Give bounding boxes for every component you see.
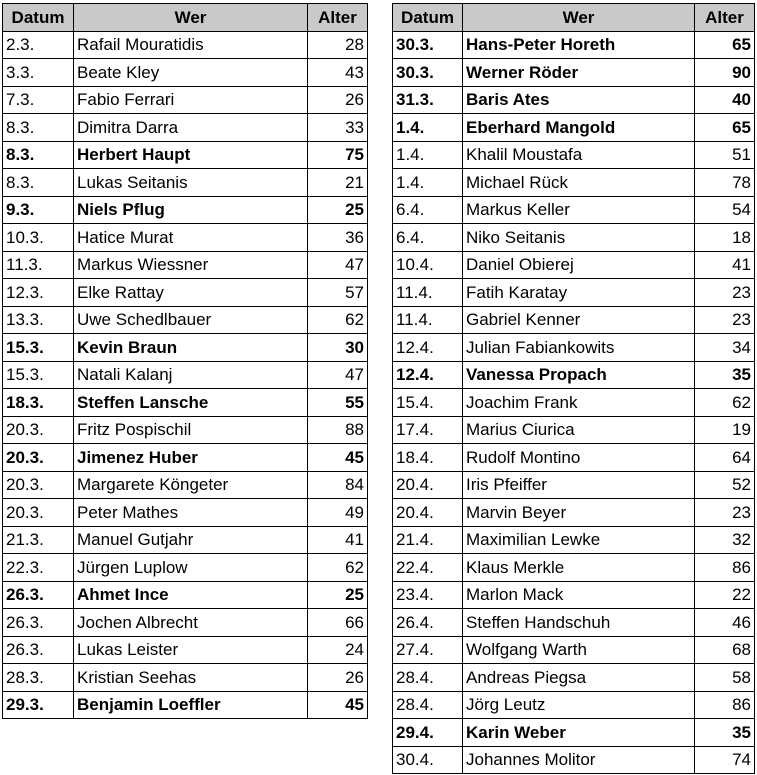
table-row bbox=[393, 31, 755, 59]
date-cell: 29.4. bbox=[393, 719, 463, 747]
table-row bbox=[3, 114, 368, 142]
date-cell: 20.3. bbox=[3, 444, 74, 472]
table-row bbox=[3, 86, 368, 114]
date-cell: 12.4. bbox=[393, 334, 463, 362]
name-cell: Rafail Mouratidis bbox=[74, 31, 308, 59]
date-cell: 20.4. bbox=[393, 471, 463, 499]
name-cell: Steffen Lansche bbox=[74, 389, 308, 417]
age-cell: 40 bbox=[695, 86, 755, 114]
date-cell: 13.3. bbox=[3, 306, 74, 334]
name-cell: Niko Seitanis bbox=[463, 224, 695, 252]
date-cell: 2.3. bbox=[3, 31, 74, 59]
age-cell: 55 bbox=[308, 389, 368, 417]
name-cell: Julian Fabiankowits bbox=[463, 334, 695, 362]
table-row bbox=[3, 334, 368, 362]
age-cell: 74 bbox=[695, 746, 755, 774]
date-cell: 22.4. bbox=[393, 554, 463, 582]
name-cell: Marvin Beyer bbox=[463, 499, 695, 527]
date-cell: 28.4. bbox=[393, 664, 463, 692]
name-cell: Elke Rattay bbox=[74, 279, 308, 307]
age-cell: 54 bbox=[695, 196, 755, 224]
date-cell: 20.3. bbox=[3, 416, 74, 444]
name-cell: Marius Ciurica bbox=[463, 416, 695, 444]
table-row bbox=[393, 664, 755, 692]
age-cell: 21 bbox=[308, 169, 368, 197]
table-row bbox=[393, 114, 755, 142]
date-cell: 21.4. bbox=[393, 526, 463, 554]
table-row bbox=[3, 306, 368, 334]
age-cell: 88 bbox=[308, 416, 368, 444]
age-cell: 65 bbox=[695, 31, 755, 59]
table-row bbox=[393, 334, 755, 362]
date-cell: 20.3. bbox=[3, 499, 74, 527]
name-cell: Wolfgang Warth bbox=[463, 636, 695, 664]
table-row bbox=[393, 416, 755, 444]
name-cell: Margarete Köngeter bbox=[74, 471, 308, 499]
name-cell: Fatih Karatay bbox=[463, 279, 695, 307]
header-alter: Alter bbox=[695, 4, 755, 32]
birthday-table-right bbox=[392, 3, 755, 774]
name-cell: Vanessa Propach bbox=[463, 361, 695, 389]
name-cell: Kevin Braun bbox=[74, 334, 308, 362]
table-row bbox=[3, 581, 368, 609]
date-cell: 6.4. bbox=[393, 224, 463, 252]
age-cell: 35 bbox=[695, 719, 755, 747]
date-cell: 11.4. bbox=[393, 279, 463, 307]
table-row bbox=[393, 719, 755, 747]
age-cell: 41 bbox=[695, 251, 755, 279]
birthday-table-left bbox=[2, 3, 368, 719]
age-cell: 25 bbox=[308, 196, 368, 224]
table-row bbox=[3, 609, 368, 637]
date-cell: 30.3. bbox=[393, 59, 463, 87]
table-row bbox=[393, 554, 755, 582]
date-cell: 28.4. bbox=[393, 691, 463, 719]
table-row bbox=[393, 691, 755, 719]
table-row bbox=[393, 196, 755, 224]
name-cell: Eberhard Mangold bbox=[463, 114, 695, 142]
header-wer: Wer bbox=[74, 4, 308, 32]
date-cell: 9.3. bbox=[3, 196, 74, 224]
name-cell: Beate Kley bbox=[74, 59, 308, 87]
date-cell: 18.4. bbox=[393, 444, 463, 472]
name-cell: Khalil Moustafa bbox=[463, 141, 695, 169]
table-row bbox=[3, 664, 368, 692]
date-cell: 22.3. bbox=[3, 554, 74, 582]
date-cell: 21.3. bbox=[3, 526, 74, 554]
age-cell: 62 bbox=[695, 389, 755, 417]
age-cell: 22 bbox=[695, 581, 755, 609]
table-row bbox=[3, 224, 368, 252]
table-row bbox=[393, 59, 755, 87]
name-cell: Kristian Seehas bbox=[74, 664, 308, 692]
table-row bbox=[393, 224, 755, 252]
date-cell: 8.3. bbox=[3, 169, 74, 197]
table-row bbox=[3, 416, 368, 444]
age-cell: 32 bbox=[695, 526, 755, 554]
name-cell: Benjamin Loeffler bbox=[74, 691, 308, 719]
age-cell: 36 bbox=[308, 224, 368, 252]
header-wer: Wer bbox=[463, 4, 695, 32]
name-cell: Gabriel Kenner bbox=[463, 306, 695, 334]
age-cell: 52 bbox=[695, 471, 755, 499]
table-row bbox=[393, 251, 755, 279]
age-cell: 26 bbox=[308, 664, 368, 692]
table-row bbox=[393, 389, 755, 417]
age-cell: 86 bbox=[695, 691, 755, 719]
header-alter: Alter bbox=[308, 4, 368, 32]
age-cell: 62 bbox=[308, 306, 368, 334]
date-cell: 23.4. bbox=[393, 581, 463, 609]
name-cell: Marlon Mack bbox=[463, 581, 695, 609]
name-cell: Lukas Seitanis bbox=[74, 169, 308, 197]
age-cell: 24 bbox=[308, 636, 368, 664]
date-cell: 15.3. bbox=[3, 361, 74, 389]
date-cell: 8.3. bbox=[3, 141, 74, 169]
name-cell: Rudolf Montino bbox=[463, 444, 695, 472]
age-cell: 33 bbox=[308, 114, 368, 142]
name-cell: Herbert Haupt bbox=[74, 141, 308, 169]
table-row bbox=[3, 526, 368, 554]
age-cell: 90 bbox=[695, 59, 755, 87]
table-row bbox=[3, 444, 368, 472]
name-cell: Natali Kalanj bbox=[74, 361, 308, 389]
date-cell: 28.3. bbox=[3, 664, 74, 692]
name-cell: Ahmet Ince bbox=[74, 581, 308, 609]
date-cell: 26.4. bbox=[393, 609, 463, 637]
date-cell: 11.4. bbox=[393, 306, 463, 334]
date-cell: 10.3. bbox=[3, 224, 74, 252]
table-row bbox=[393, 444, 755, 472]
header-datum: Datum bbox=[393, 4, 463, 32]
table-row bbox=[3, 59, 368, 87]
table-row bbox=[3, 169, 368, 197]
table-row bbox=[3, 389, 368, 417]
age-cell: 57 bbox=[308, 279, 368, 307]
header-row bbox=[393, 4, 755, 32]
age-cell: 58 bbox=[695, 664, 755, 692]
age-cell: 64 bbox=[695, 444, 755, 472]
name-cell: Jimenez Huber bbox=[74, 444, 308, 472]
name-cell: Fritz Pospischil bbox=[74, 416, 308, 444]
name-cell: Werner Röder bbox=[463, 59, 695, 87]
name-cell: Jochen Albrecht bbox=[74, 609, 308, 637]
date-cell: 10.4. bbox=[393, 251, 463, 279]
date-cell: 11.3. bbox=[3, 251, 74, 279]
table-row bbox=[3, 31, 368, 59]
age-cell: 68 bbox=[695, 636, 755, 664]
age-cell: 86 bbox=[695, 554, 755, 582]
age-cell: 47 bbox=[308, 361, 368, 389]
name-cell: Iris Pfeiffer bbox=[463, 471, 695, 499]
table-row bbox=[393, 279, 755, 307]
date-cell: 12.3. bbox=[3, 279, 74, 307]
date-cell: 18.3. bbox=[3, 389, 74, 417]
name-cell: Maximilian Lewke bbox=[463, 526, 695, 554]
table-row bbox=[3, 554, 368, 582]
table-row bbox=[393, 609, 755, 637]
age-cell: 49 bbox=[308, 499, 368, 527]
header-datum: Datum bbox=[3, 4, 74, 32]
age-cell: 26 bbox=[308, 86, 368, 114]
date-cell: 1.4. bbox=[393, 114, 463, 142]
table-row bbox=[393, 499, 755, 527]
name-cell: Michael Rück bbox=[463, 169, 695, 197]
name-cell: Jürgen Luplow bbox=[74, 554, 308, 582]
date-cell: 1.4. bbox=[393, 169, 463, 197]
age-cell: 66 bbox=[308, 609, 368, 637]
name-cell: Fabio Ferrari bbox=[74, 86, 308, 114]
date-cell: 30.3. bbox=[393, 31, 463, 59]
age-cell: 43 bbox=[308, 59, 368, 87]
name-cell: Hatice Murat bbox=[74, 224, 308, 252]
date-cell: 1.4. bbox=[393, 141, 463, 169]
table-row bbox=[393, 526, 755, 554]
name-cell: Daniel Obierej bbox=[463, 251, 695, 279]
age-cell: 65 bbox=[695, 114, 755, 142]
date-cell: 30.4. bbox=[393, 746, 463, 774]
age-cell: 78 bbox=[695, 169, 755, 197]
name-cell: Klaus Merkle bbox=[463, 554, 695, 582]
table-row bbox=[393, 361, 755, 389]
name-cell: Markus Keller bbox=[463, 196, 695, 224]
table-row bbox=[393, 471, 755, 499]
name-cell: Dimitra Darra bbox=[74, 114, 308, 142]
table-row bbox=[393, 306, 755, 334]
table-row bbox=[3, 141, 368, 169]
age-cell: 18 bbox=[695, 224, 755, 252]
name-cell: Karin Weber bbox=[463, 719, 695, 747]
date-cell: 3.3. bbox=[3, 59, 74, 87]
age-cell: 19 bbox=[695, 416, 755, 444]
name-cell: Uwe Schedlbauer bbox=[74, 306, 308, 334]
age-cell: 46 bbox=[695, 609, 755, 637]
name-cell: Manuel Gutjahr bbox=[74, 526, 308, 554]
date-cell: 31.3. bbox=[393, 86, 463, 114]
name-cell: Baris Ates bbox=[463, 86, 695, 114]
age-cell: 23 bbox=[695, 499, 755, 527]
header-row bbox=[3, 4, 368, 32]
age-cell: 23 bbox=[695, 279, 755, 307]
age-cell: 35 bbox=[695, 361, 755, 389]
date-cell: 8.3. bbox=[3, 114, 74, 142]
name-cell: Andreas Piegsa bbox=[463, 664, 695, 692]
date-cell: 15.4. bbox=[393, 389, 463, 417]
date-cell: 7.3. bbox=[3, 86, 74, 114]
name-cell: Hans-Peter Horeth bbox=[463, 31, 695, 59]
date-cell: 27.4. bbox=[393, 636, 463, 664]
age-cell: 23 bbox=[695, 306, 755, 334]
age-cell: 45 bbox=[308, 444, 368, 472]
age-cell: 75 bbox=[308, 141, 368, 169]
age-cell: 41 bbox=[308, 526, 368, 554]
age-cell: 28 bbox=[308, 31, 368, 59]
name-cell: Niels Pflug bbox=[74, 196, 308, 224]
date-cell: 26.3. bbox=[3, 636, 74, 664]
table-row bbox=[3, 499, 368, 527]
name-cell: Johannes Molitor bbox=[463, 746, 695, 774]
date-cell: 12.4. bbox=[393, 361, 463, 389]
table-row bbox=[3, 691, 368, 719]
name-cell: Jörg Leutz bbox=[463, 691, 695, 719]
date-cell: 15.3. bbox=[3, 334, 74, 362]
table-row bbox=[393, 746, 755, 774]
table-row bbox=[3, 636, 368, 664]
name-cell: Markus Wiessner bbox=[74, 251, 308, 279]
age-cell: 30 bbox=[308, 334, 368, 362]
age-cell: 62 bbox=[308, 554, 368, 582]
table-row bbox=[3, 279, 368, 307]
age-cell: 45 bbox=[308, 691, 368, 719]
name-cell: Steffen Handschuh bbox=[463, 609, 695, 637]
age-cell: 51 bbox=[695, 141, 755, 169]
table-row bbox=[393, 169, 755, 197]
date-cell: 6.4. bbox=[393, 196, 463, 224]
table-row bbox=[393, 86, 755, 114]
table-row bbox=[393, 141, 755, 169]
age-cell: 84 bbox=[308, 471, 368, 499]
age-cell: 25 bbox=[308, 581, 368, 609]
name-cell: Lukas Leister bbox=[74, 636, 308, 664]
age-cell: 47 bbox=[308, 251, 368, 279]
date-cell: 17.4. bbox=[393, 416, 463, 444]
table-row bbox=[3, 196, 368, 224]
table-row bbox=[3, 361, 368, 389]
table-row bbox=[393, 581, 755, 609]
name-cell: Joachim Frank bbox=[463, 389, 695, 417]
date-cell: 29.3. bbox=[3, 691, 74, 719]
date-cell: 20.3. bbox=[3, 471, 74, 499]
table-row bbox=[3, 471, 368, 499]
table-row bbox=[3, 251, 368, 279]
date-cell: 20.4. bbox=[393, 499, 463, 527]
name-cell: Peter Mathes bbox=[74, 499, 308, 527]
table-row bbox=[393, 636, 755, 664]
date-cell: 26.3. bbox=[3, 581, 74, 609]
age-cell: 34 bbox=[695, 334, 755, 362]
date-cell: 26.3. bbox=[3, 609, 74, 637]
